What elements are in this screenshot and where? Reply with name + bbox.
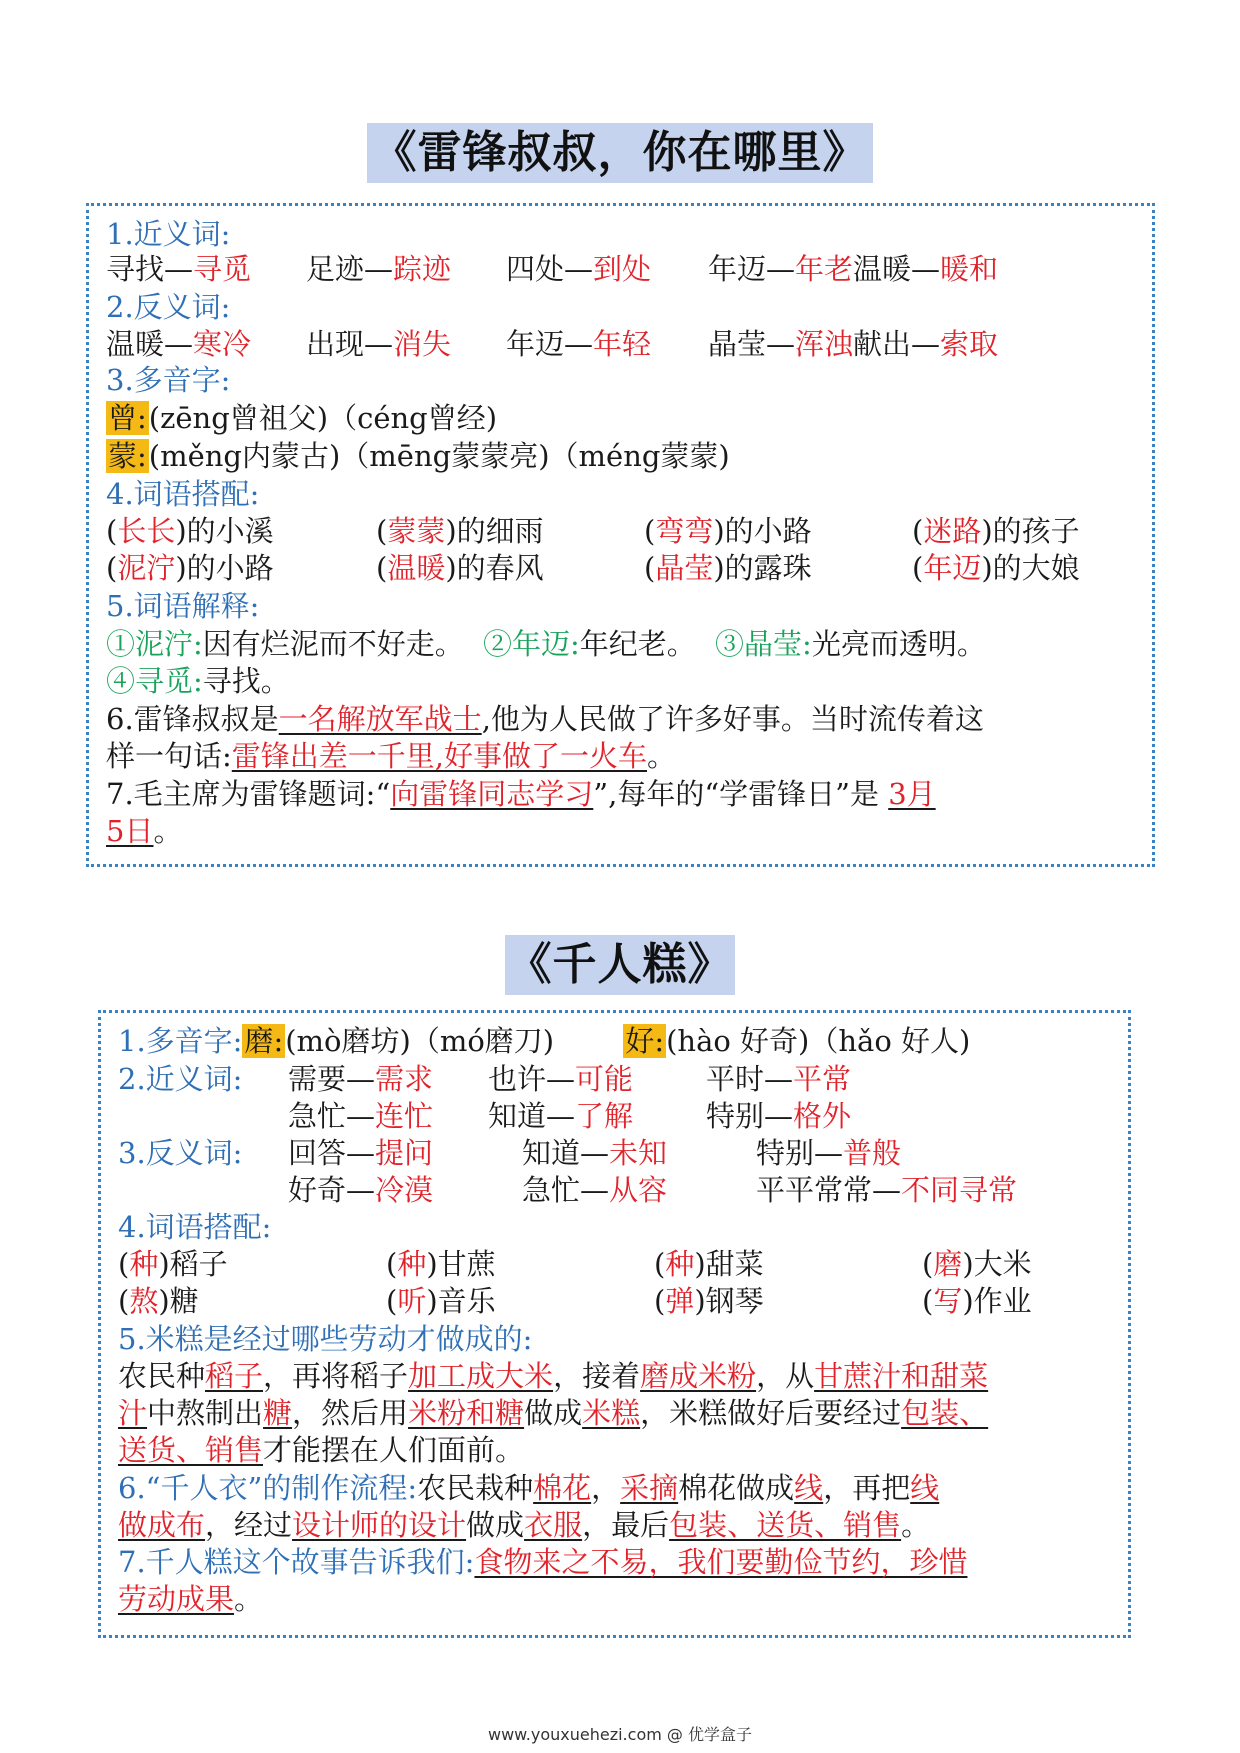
lesson2-p6-line-2: 做成布，经过设计师的设计做成衣服，最后包装、送货、销售。 bbox=[118, 1508, 931, 1542]
lesson1-definitions-row-1: ①泥泞:因有烂泥而不好走。 ②年迈:年纪老。 ③晶莹:光亮而透明。 bbox=[106, 627, 986, 661]
lesson2-polyphone-row: 1.多音字:磨:(mò磨坊)（mó磨刀) 好:(hào 好奇)（hǎo 好人) bbox=[118, 1024, 971, 1058]
word-pair: 出现—消失 bbox=[306, 327, 452, 361]
lesson2-p5-line-2: 汁中熬制出糖，然后用米粉和糖做成米糕，米糕做好后要经过包装、 bbox=[118, 1396, 989, 1430]
polyphone-char: 曾: bbox=[108, 401, 147, 435]
lesson1-definitions-row-2: ④寻觅:寻找。 bbox=[106, 664, 290, 698]
collocation: (迷路)的孩子 bbox=[912, 514, 1080, 548]
lesson2-antonyms-row-1 bbox=[288, 1134, 1068, 1172]
lesson1-synonyms-row bbox=[106, 250, 1106, 288]
word-pair: 平平常常—不同寻常 bbox=[756, 1173, 1018, 1207]
word-pair: 知道—了解 bbox=[488, 1099, 634, 1133]
collocation: (长长)的小溪 bbox=[106, 514, 274, 548]
word-pair: 急忙—连忙 bbox=[288, 1099, 434, 1133]
word-pair: 四处—到处 bbox=[506, 252, 652, 286]
lesson2-p5-line-3: 送货、销售才能摆在人们面前。 bbox=[118, 1433, 525, 1467]
lesson2-p7-line-1: 7.千人糕这个故事告诉我们:食物来之不易，我们要勤俭节约，珍惜 bbox=[118, 1545, 968, 1579]
word-pair: 寻找—寻觅 bbox=[106, 252, 252, 286]
collocation: (种)甜菜 bbox=[654, 1247, 764, 1281]
lesson2-title: 《千人糕》 bbox=[505, 935, 735, 995]
lesson2-collocation-row-2 bbox=[118, 1282, 1118, 1320]
word-pair: 年迈—年轻 bbox=[506, 327, 652, 361]
word-pair: 也许—可能 bbox=[488, 1062, 634, 1096]
lesson1-antonyms-heading: 2.反义词: bbox=[106, 290, 231, 324]
collocation: (年迈)的大娘 bbox=[912, 551, 1080, 585]
lesson1-synonyms-heading: 1.近义词: bbox=[106, 217, 231, 251]
word-pair: 需要—需求 bbox=[288, 1062, 434, 1096]
lesson1-collocation-row-2 bbox=[106, 549, 1136, 587]
collocation: (种)甘蔗 bbox=[386, 1247, 496, 1281]
lesson2-synonyms-row-2 bbox=[288, 1097, 988, 1135]
footer-watermark: www.youxuehezi.com @ 优学盒子 bbox=[488, 1725, 752, 1744]
lesson1-p6-line-1: 6.雷锋叔叔是一名解放军战士,他为人民做了许多好事。当时流传着这 bbox=[106, 702, 984, 736]
lesson2-p5-line-1: 农民种稻子，再将稻子加工成大米，接着磨成米粉，从甘蔗汁和甜菜 bbox=[118, 1359, 989, 1393]
lesson1-polyphone-heading: 3.多音字: bbox=[106, 363, 231, 397]
lesson1-polyphone-2: 蒙:(měng内蒙古)（mēng蒙蒙亮)（méng蒙蒙) bbox=[108, 439, 730, 473]
lesson2-antonyms-heading: 3.反义词: bbox=[118, 1136, 243, 1170]
lesson1-collocation-heading: 4.词语搭配: bbox=[106, 477, 260, 511]
word-pair: 特别—普般 bbox=[756, 1136, 902, 1170]
polyphone-char: 磨: bbox=[244, 1024, 284, 1058]
lesson1-p6-line-2: 样一句话:雷锋出差一千里,好事做了一火车。 bbox=[106, 739, 677, 773]
lesson1-collocation-row-1 bbox=[106, 512, 1136, 550]
word-pair: 年迈—年老温暖—暖和 bbox=[708, 252, 999, 286]
collocation: (温暖)的春风 bbox=[376, 551, 544, 585]
lesson1-definition-heading: 5.词语解释: bbox=[106, 589, 260, 623]
word-pair: 平时—平常 bbox=[706, 1062, 852, 1096]
collocation: (弯弯)的小路 bbox=[644, 514, 812, 548]
lesson2-collocation-row-1 bbox=[118, 1245, 1118, 1283]
collocation: (蒙蒙)的细雨 bbox=[376, 514, 544, 548]
collocation: (写)作业 bbox=[922, 1284, 1032, 1318]
lesson2-synonyms-row-1 bbox=[288, 1060, 988, 1098]
collocation: (听)音乐 bbox=[386, 1284, 496, 1318]
lesson2-collocation-heading: 4.词语搭配: bbox=[118, 1210, 272, 1244]
lesson2-synonyms-heading: 2.近义词: bbox=[118, 1062, 243, 1096]
lesson1-title: 《雷锋叔叔，你在哪里》 bbox=[367, 123, 873, 183]
collocation: (泥泞)的小路 bbox=[106, 551, 274, 585]
word-pair: 好奇—冷漠 bbox=[288, 1173, 434, 1207]
lesson2-p6-line-1: 6.“千人衣”的制作流程:农民栽种棉花，采摘棉花做成线，再把线 bbox=[118, 1471, 940, 1505]
word-pair: 知道—未知 bbox=[522, 1136, 668, 1170]
collocation: (弹)钢琴 bbox=[654, 1284, 764, 1318]
lesson1-antonyms-row bbox=[106, 325, 1106, 363]
word-pair: 晶莹—浑浊献出—索取 bbox=[708, 327, 999, 361]
word-pair: 特别—格外 bbox=[706, 1099, 852, 1133]
lesson1-p7-line-1: 7.毛主席为雷锋题词:“向雷锋同志学习”,每年的“学雷锋日”是 3月 bbox=[106, 777, 936, 811]
collocation: (晶莹)的露珠 bbox=[644, 551, 812, 585]
word-pair: 足迹—踪迹 bbox=[306, 252, 452, 286]
lesson1-polyphone-1: 曾:(zēng曾祖父)（céng曾经) bbox=[108, 401, 498, 435]
word-pair: 急忙—从容 bbox=[522, 1173, 668, 1207]
collocation: (种)稻子 bbox=[118, 1247, 228, 1281]
word-pair: 温暖—寒冷 bbox=[106, 327, 252, 361]
collocation: (熬)糖 bbox=[118, 1284, 199, 1318]
collocation: (磨)大米 bbox=[922, 1247, 1032, 1281]
lesson2-p5-heading: 5.米糕是经过哪些劳动才做成的: bbox=[118, 1322, 533, 1356]
lesson2-antonyms-row-2 bbox=[288, 1171, 1068, 1209]
lesson2-p7-line-2: 劳动成果。 bbox=[118, 1582, 264, 1616]
lesson1-p7-line-2: 5日。 bbox=[106, 814, 183, 848]
word-pair: 回答—提问 bbox=[288, 1136, 434, 1170]
polyphone-char: 好: bbox=[625, 1024, 665, 1058]
polyphone-char: 蒙: bbox=[108, 439, 147, 473]
